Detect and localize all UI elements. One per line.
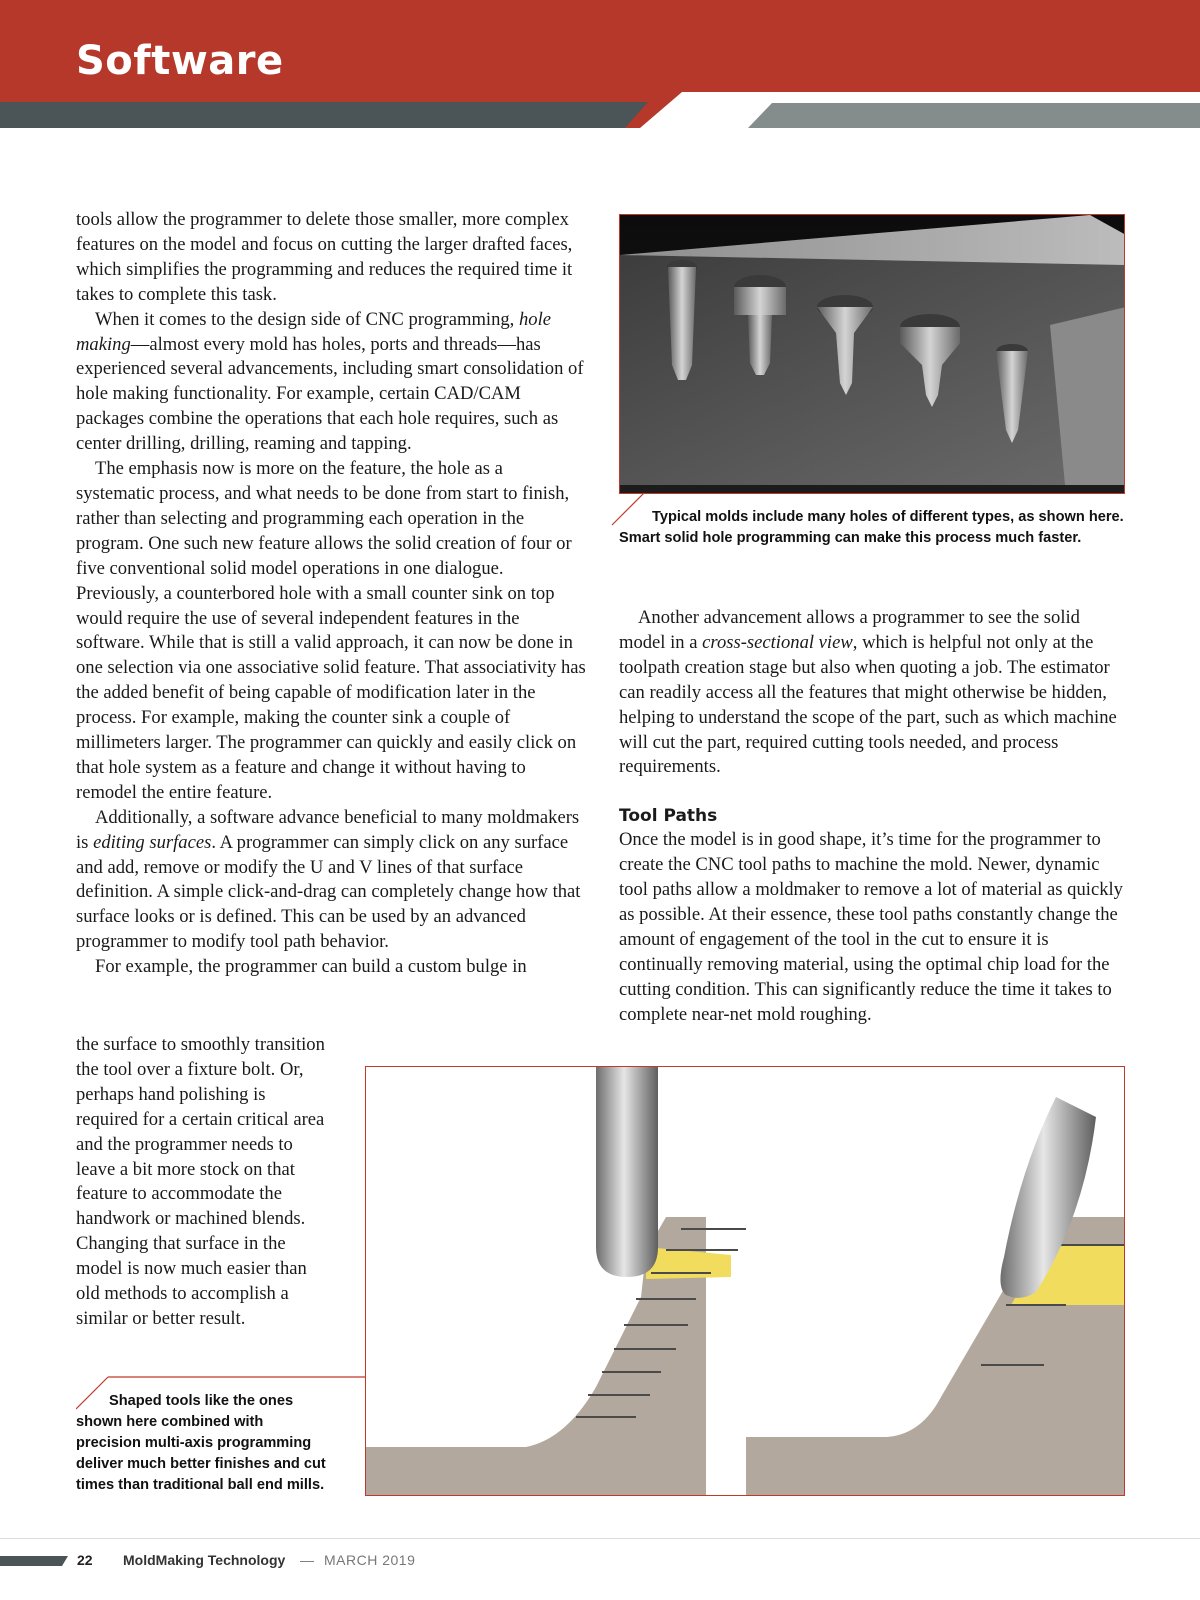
right-stock-highlight xyxy=(1046,1245,1125,1305)
header-band xyxy=(0,0,1200,130)
paragraph: The emphasis now is more on the feature, the hole as a systematic process, and what needs to be done from start to finish, rather than selecting and programming each operation in the program. One such new feature allows the solid creation of four or five conventional solid model operations in one dialogue. Previously, a counterbored hole with a small counter sink on top would require the use of several independent features in the software. While that is still a valid approach, it can now be done in one selection via one associative solid feature. That associativity has the added benefit of being capable of modification later in the process. For example, making the counter sink a couple of millimeters larger. The programmer can quickly and easily click on that hole system as a feature and change it without having to remodel the entire feature. xyxy=(76,458,586,803)
left-column-wrap xyxy=(76,1033,326,1332)
tool-diagram-illustration xyxy=(366,1067,1125,1496)
issue-date: MARCH 2019 xyxy=(324,1552,416,1568)
paragraph: Once the model is in good shape, it’s time for the programmer to create the CNC tool paths to machine the mold. Newer, dynamic tool paths allow a moldmaker to remove a lot of material as quickly as possible. At their essence, these tool paths constantly change the amount of engagement of the tool in the cut to ensure it is continually removing material, using the optimal chip load for the cutting condition. This can significantly reduce the time it takes to complete near-net mold roughing. xyxy=(619,829,1123,1025)
page-number: 22 xyxy=(77,1552,93,1568)
right-column xyxy=(619,606,1125,1028)
header-dark-stripe xyxy=(0,102,648,128)
paragraph: tools allow the programmer to delete those smaller, more complex features on the model and focus on cutting the larger drafted faces, which simplifies the programming and reduces the required time it takes to complete this task. xyxy=(76,209,573,305)
mold-block-illustration xyxy=(620,215,1125,494)
mold-holes-photo xyxy=(619,214,1125,494)
left-column xyxy=(76,208,586,980)
ball-end-mill xyxy=(596,1067,658,1277)
section-title: Software xyxy=(76,38,284,84)
magazine-name: MoldMaking Technology xyxy=(123,1552,286,1568)
paragraph: the surface to smoothly transition the tool over a fixture bolt. Or, perhaps hand polishing is required for a certain critical area and the programmer needs to leave a bit more stock on that feature to accommodate the handwork or machined blends. Changing that surface in the model is now much easier than old methods to accomplish a similar or better result. xyxy=(76,1034,325,1329)
subheading-tool-paths: Tool Paths xyxy=(619,806,718,827)
footer-separator: — xyxy=(300,1552,314,1568)
footer-accent-bar xyxy=(0,1556,70,1566)
block-front-face xyxy=(620,255,1125,485)
diagram-caption: Shaped tools like the ones shown here combined with precision multi-axis programming deliver much better finishes and cut times than traditional ball end mills. xyxy=(76,1393,326,1493)
header-grey-stripe xyxy=(748,103,1200,128)
tool-comparison-diagram xyxy=(365,1066,1125,1496)
paragraph: Another advancement allows a programmer to see the solid model in a cross-sectional view, which is helpful not only at the toolpath creation stage but also when quoting a job. The estimator can readily access all the features that might otherwise be hidden, helping to understand the scope of the part, such as which machine will cut the part, required cutting tools needed, and process requirements. xyxy=(619,607,1117,778)
photo-caption: Typical molds include many holes of different types, as shown here. Smart solid hole programming can make this process much faster. xyxy=(619,509,1124,546)
paragraph: When it comes to the design side of CNC programming, hole making—almost every mold has holes, ports and threads—has experienced several advancements, including smart consolidation of hole making functionality. For example, certain CAD/CAM packages combine the operations that each hole requires, such as center drilling, drilling, reaming and tapping. xyxy=(76,308,584,455)
paragraph: Additionally, a software advance beneficial to many moldmakers is editing surfaces. A programmer can simply click on any surface and add, remove or modify the U and V lines of that surface definition. A simple click-and-drag can completely change how that surface looks or is defined. This can be used by an advanced programmer to modify tool path behavior. xyxy=(76,806,581,953)
paragraph: For example, the programmer can build a custom bulge in xyxy=(95,956,527,978)
footer-rule xyxy=(0,1538,1200,1539)
